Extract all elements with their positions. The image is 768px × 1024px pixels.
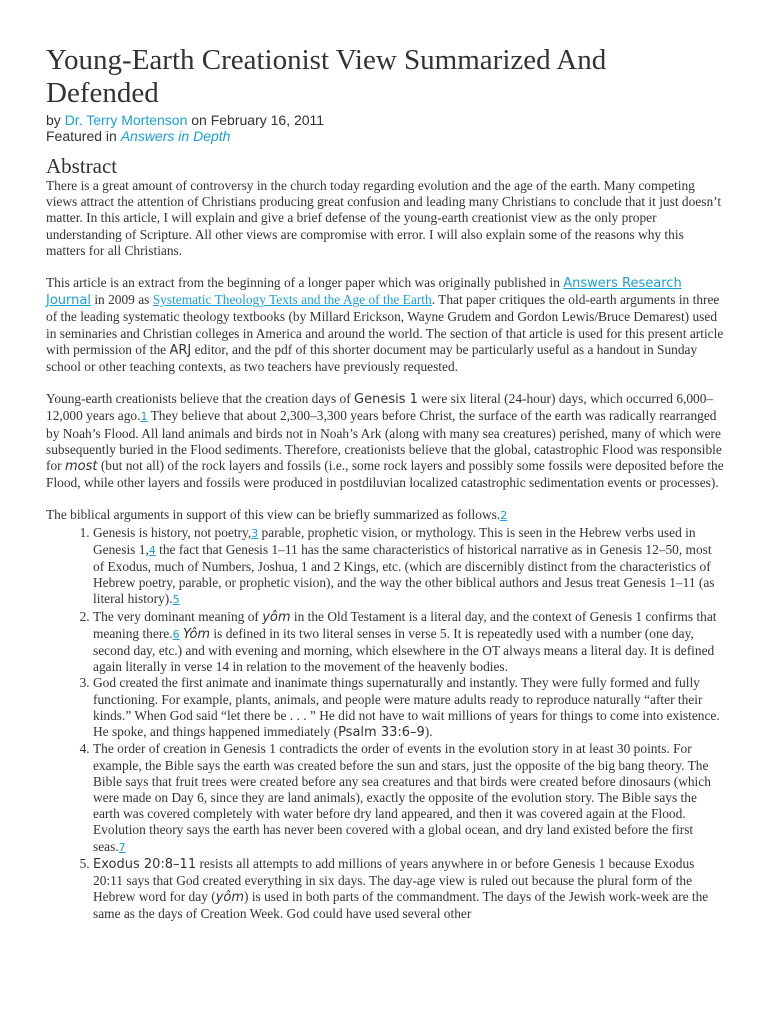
footnote-link-5[interactable]: 5	[172, 593, 180, 607]
text-run: The biblical arguments in support of this view can be briefly summarized as follows.	[46, 507, 501, 523]
arguments-intro-paragraph	[46, 507, 726, 524]
abstract-paragraph: There is a great amount of controversy in the church today regarding evolution and the age of the earth. Many competing views attract the attention of Christians producing great confusion and leading many Christians to conclude that it just doesn’t matter. In this article, I will explain and give a brief defense of the young-earth creationist view as the only proper understanding of Scripture. All other views are compromise with error. I will also explain some of the reasons why this matters for all Christians.	[46, 178, 722, 258]
arguments-list	[46, 525, 726, 923]
publish-date: on February 16, 2011	[187, 112, 325, 128]
answers-research-journal-link[interactable]: Answers Research Journal	[46, 276, 682, 309]
text-run: ).	[424, 724, 433, 740]
arj-abbrev: ARJ	[169, 342, 192, 358]
hebrew-word-yom: Yôm	[182, 626, 211, 642]
text-run: They believe that about 2,300–3,300 years before Christ, the surface of the earth was radically rearranged by Noah’s Flood. All land animals and birds not in Noah’s Ark (along with many sea creatures) perished, many of which were subsequently buried in the Flood sediments. Therefore, creationists believe that the global, catastrophic Flood was responsible for	[46, 408, 722, 474]
list-item	[93, 609, 726, 676]
text-run: Genesis is history, not poetry,	[93, 524, 252, 540]
text-run: in 2009 as	[90, 292, 153, 308]
text-run: in the Old Testament is a literal day, and the context of Genesis 1 confirms that meaning there.	[93, 608, 717, 641]
hebrew-word-yom: yôm	[215, 890, 245, 906]
featured-prefix: Featured in	[46, 128, 121, 144]
featured-link[interactable]: Answers in Depth	[120, 128, 231, 144]
text-run: the fact that Genesis 1–11 has the same characteristics of historical narrative as in Genesis 12–50, most of Exodus, much of Numbers, Joshua, 1 and 2 Kings, etc. (which are discernibly distinct from the characteristics of Hebrew poetry, parable, or prophetic vision), and the way the other biblical authors and Jesus treat Genesis 1–11 (as literal history).	[93, 541, 715, 607]
text-run: The order of creation in Genesis 1 contradicts the order of events in the evolution story in at least 30 points. For example, the Bible says the earth was created before the sun and stars, just the opposite of the big bang theory. The Bible says that fruit trees were created before any sea creatures and that birds were created before dinosaurs (which were made on Day 6, since they are land animals), exactly the opposite of the evolution story. The Bible says the earth was covered completely with water before dry land appeared, and then it was covered again at the Flood. Evolution theory says the earth has never been covered with a global ocean, and dry land existed before the first seas.	[93, 741, 711, 854]
list-item	[93, 741, 726, 855]
hebrew-word-yom: yôm	[262, 609, 291, 625]
abstract-heading: Abstract	[46, 154, 118, 178]
emphasis-most: most	[64, 459, 98, 475]
yec-belief-paragraph	[46, 391, 726, 491]
text-run: God created the first animate and inanimate things supernaturally and instantly. They were fully formed and fully functioning. For example, plants, animals, and people were mature adults ready to reproduce naturally “after their kinds.” When God said “let there be . . . ” He did not have to wait millions of years for things to come into existence. He spoke, and things happened immediately (	[93, 675, 720, 740]
scripture-ref-psalm: Psalm 33:6–9	[338, 725, 425, 741]
text-run: resists all attempts to add millions of years anywhere in or before Genesis 1 because Exodus 20:11 says that God created everything in six days. The day-age view is ruled out because the plural form of the Hebrew word for day (	[93, 855, 695, 905]
list-item	[93, 525, 726, 609]
text-run: This article is an extract from the beginning of a longer paper which was originally published in	[46, 275, 564, 291]
text-run: . That paper critiques the old-earth arguments in three of the leading systematic theology textbooks (by Millard Erickson, Wayne Grudem and Gordon Lewis/Bruce Demarest) used in seminaries and Christian colleges in America and around the world. The section of that article is used for this present article with permission of the	[46, 292, 724, 357]
byline	[46, 112, 726, 128]
footnote-link-3[interactable]: 3	[251, 526, 259, 540]
text-run: parable, prophetic vision, or mythology. This is seen in the Hebrew verbs used in Genesis 1,	[93, 524, 696, 557]
by-prefix: by	[46, 112, 65, 128]
systematic-theology-link[interactable]: Systematic Theology Texts and the Age of the Earth	[152, 292, 432, 308]
scripture-ref-exodus: Exodus 20:8–11	[93, 856, 197, 872]
text-run: ) is used in both parts of the commandment. The days of the Jewish work-week are the same as the days of Creation Week. God could have used several other	[93, 889, 709, 922]
text-run: editor, and the pdf of this shorter document may be particularly useful as a handout in Sunday school or other teaching contexts, as two teachers have previously requested.	[46, 341, 698, 375]
footnote-link-6[interactable]: 6	[172, 627, 180, 641]
text-run: were six literal (24-hour) days, which occurred 6,000–12,000 years ago.	[46, 391, 714, 424]
text-run: is defined in its two literal senses in verse 5. It is repeatedly used with a number (one day, second day, etc.) and with evening and morning, which elsewhere in the OT always means a literal day. It is defined again literally in verse 14 in relation to the movement of the heavenly bodies.	[93, 625, 715, 675]
footnote-link-1[interactable]: 1	[140, 410, 148, 424]
list-item	[93, 856, 726, 923]
extract-paragraph	[46, 275, 726, 375]
text-run: (but not all) of the rock layers and fossils (i.e., some rock layers and possibly some fossils were deposited before the Flood, while other layers and fossils were produced in postdiluvian localized catastrophic sedimentation events or processes).	[46, 458, 724, 491]
text-run: Young-earth creationists believe that the creation days of	[46, 391, 355, 407]
text-run: The very dominant meaning of	[93, 608, 263, 624]
author-link[interactable]: Dr. Terry Mortenson	[64, 112, 188, 128]
article-title: Young-Earth Creationist View Summarized And Defended	[46, 44, 607, 109]
scripture-ref-genesis-1: Genesis 1	[354, 392, 418, 408]
featured-in	[46, 128, 726, 144]
list-item	[93, 675, 726, 741]
footnote-link-4[interactable]: 4	[148, 543, 156, 557]
footnote-link-2[interactable]: 2	[500, 509, 508, 523]
article-page	[46, 44, 726, 923]
footnote-link-7[interactable]: 7	[118, 840, 126, 854]
